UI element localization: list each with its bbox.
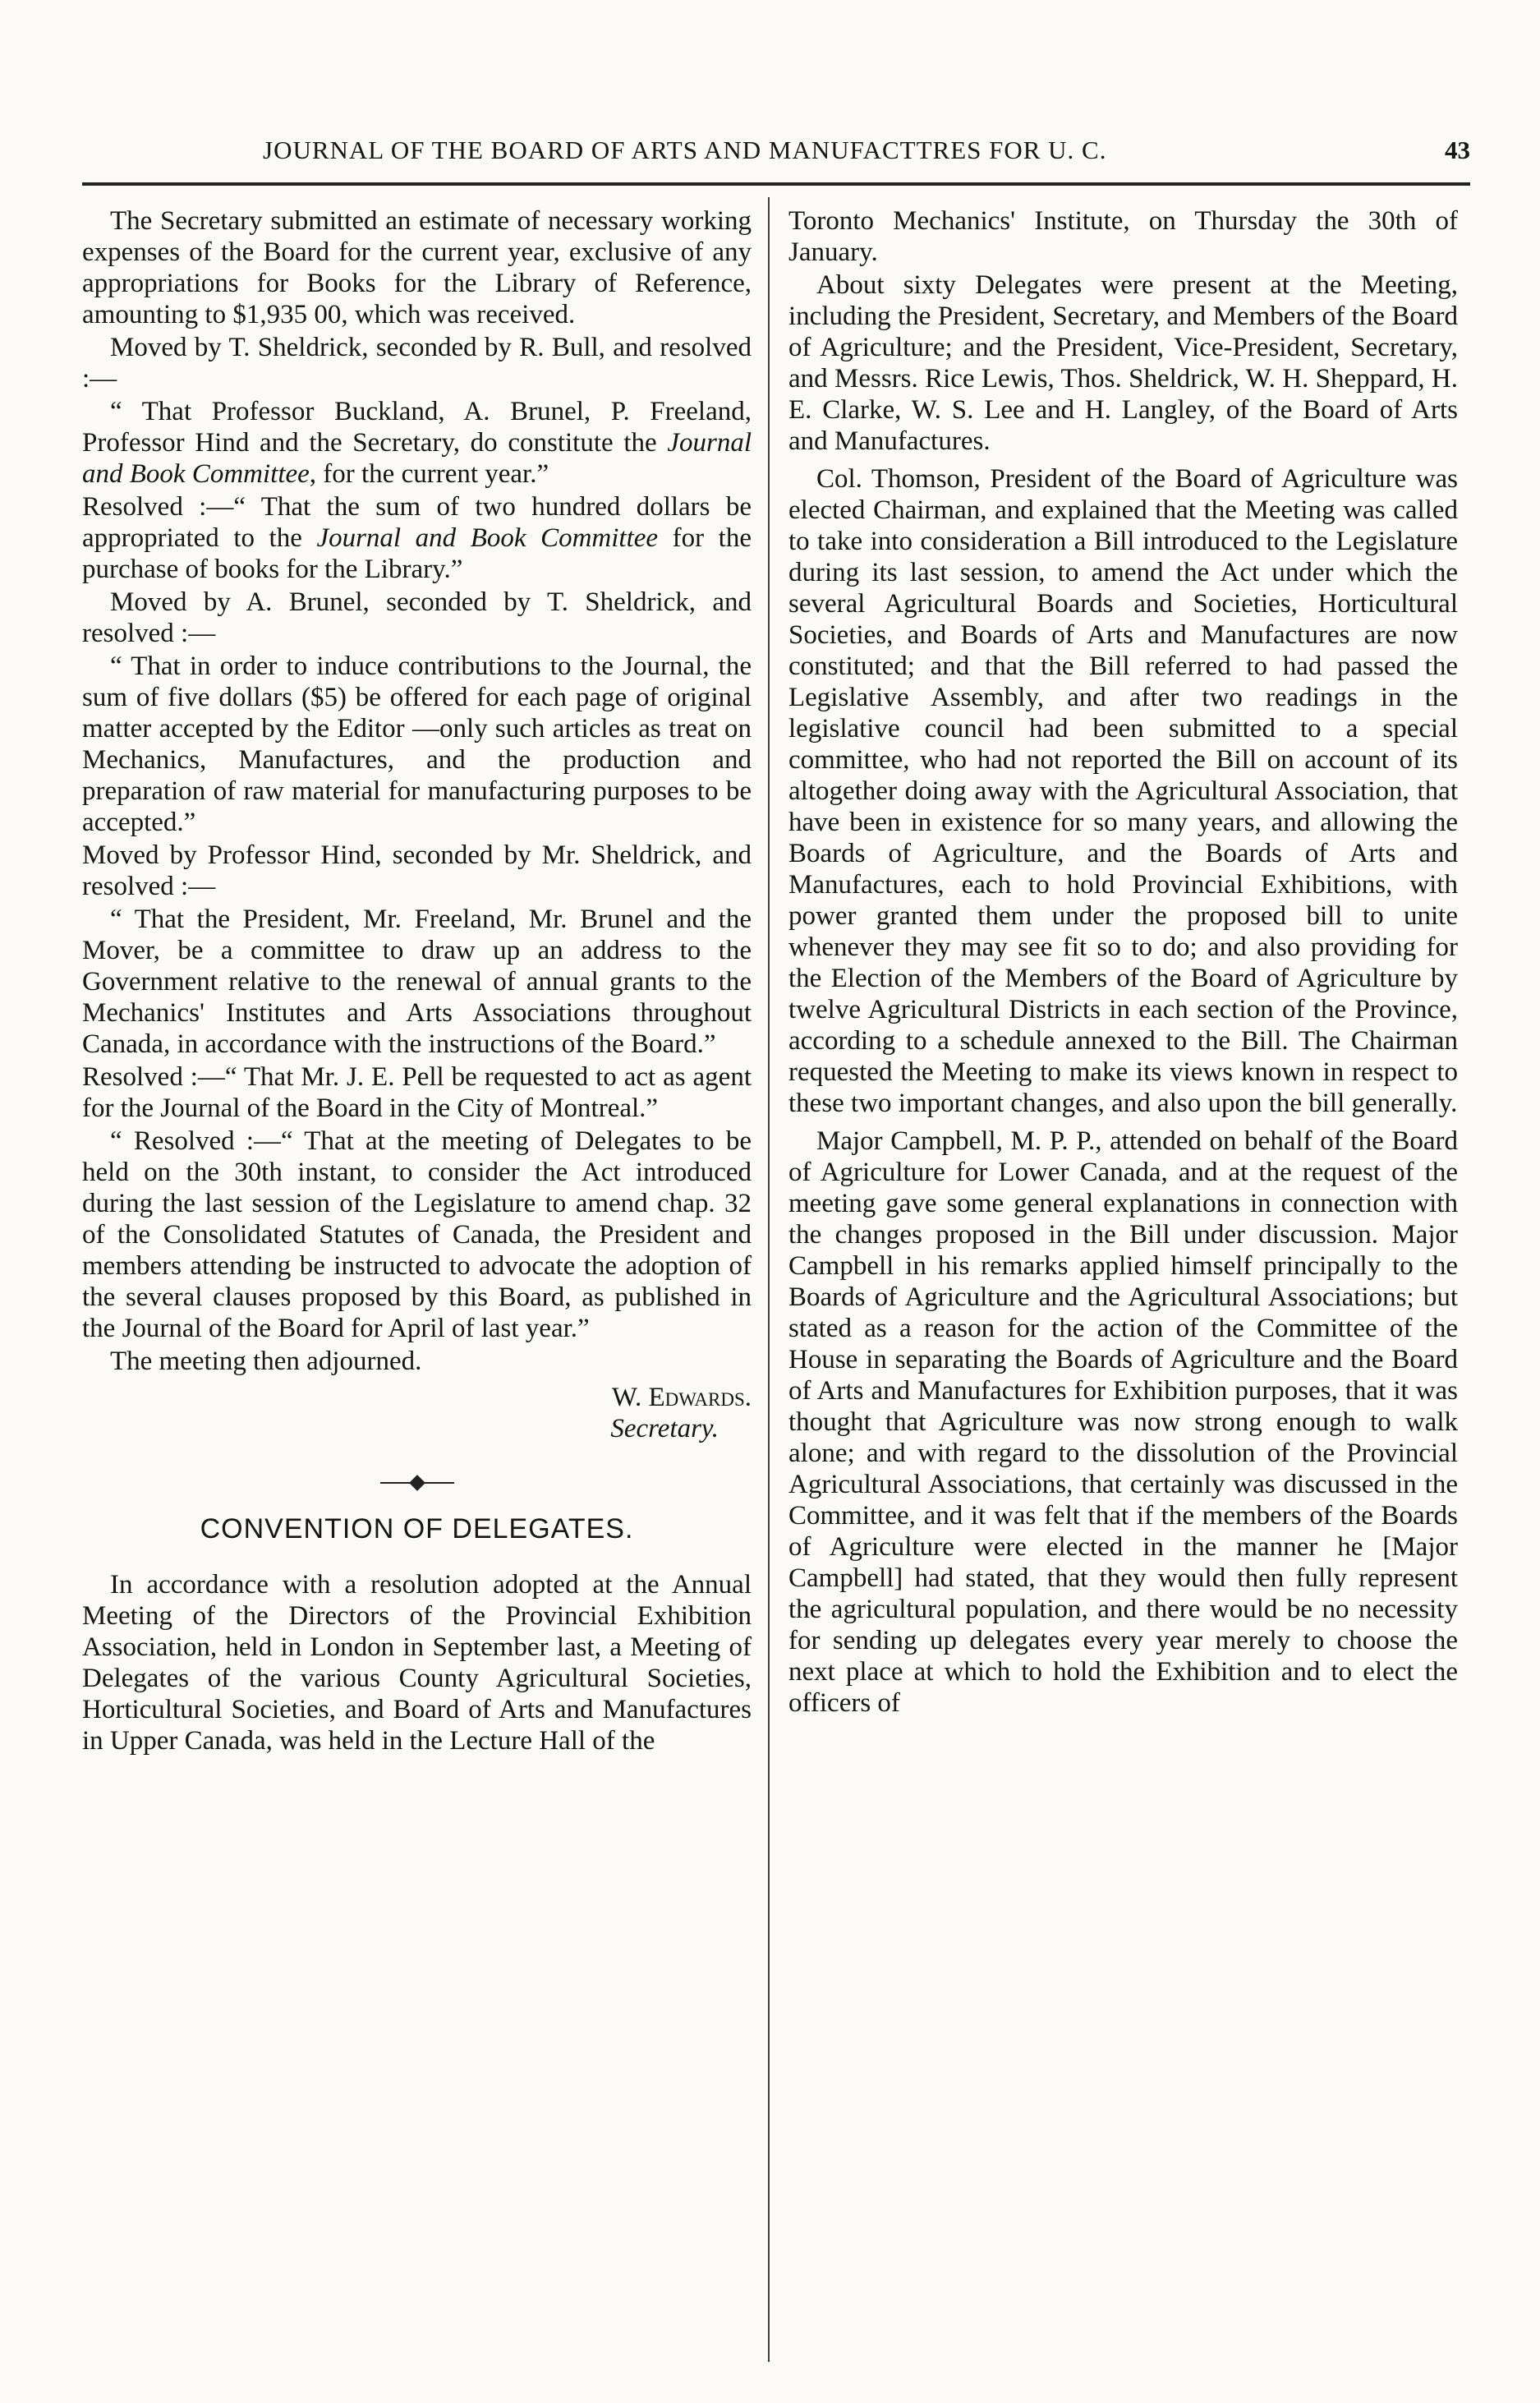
signature-title: Secretary. [610,1414,719,1443]
right-column [788,205,1458,1720]
paragraph: Col. Thomson, President of the Board of Agriculture was elected Chairman, and explained that the Meeting was called to take into consideration a Bill introduced to the Legislature during its last session, to amend the Act under which the several Agricultural Boards and Societies, Horticultural Societies, and Boards of Arts and Manufactures are now constituted; and that the Bill referred to had passed the Legislative Assembly, and after two readings in the legislative council had been submitted to a special committee, who had not reported the Bill on account of its altogether doing away with the Agricultural Association, that have been in existence for so many years, and allowing the Boards of Agriculture, and the Boards of Arts and Manufactures, each to hold Provincial Exhibitions, with power granted them under the proposed bill to unite whenever they may see fit so to do; and also providing for the Election of the Members of the Board of Agriculture by twelve Agricultural Districts in each section of the Province, according to a schedule annexed to the Bill. The Chairman requested the Meeting to make its views known in respect to these two important changes, and also upon the bill generally. [788,464,1458,1118]
paragraph: About sixty Delegates were present at the Meeting, including the President, Secretary, and Members of the Board of Agriculture; and the President, Vice-President, Secretary, and Messrs. Rice Lewis, Thos. Sheldrick, W. H. Sheppard, H. E. Clarke, W. S. Lee and H. Langley, of the Board of Arts and Manufactures. [788,270,1458,456]
paragraph: “ That the President, Mr. Freeland, Mr. Brunel and the Mover, be a committee to draw up an address to the Government relative to the renewal of annual grants to the Mechanics' Institutes and Arts Associations throughout Canada, in accordance with the instructions of the Board.” [82,905,752,1059]
paragraph: Major Campbell, M. P. P., attended on behalf of the Board of Agriculture for Lower Canada, and at the request of the meeting gave some general explanations in connection with the changes proposed in the Bill under discussion. Major Campbell in his remarks applied himself principally to the Boards of Agriculture and the Agricultural Associations; but stated as a reason for the action of the Committee of the House in separating the Boards of Agriculture and the Board of Arts and Manufactures for Exhibition purposes, that it was thought that Agriculture was now strong enough to walk alone; and with regard to the dissolution of the Provincial Agricultural Associations, that certainly was discussed in the Committee, and it was felt that if the members of the Boards of Agriculture were elected in the manner he [Major Campbell] had stated, that they would then fully represent the agricultural population, and there would be no necessity for sending up delegates every year merely to choose the next place at which to hold the Exhibition and to elect the officers of [788,1126,1458,1718]
paragraph: Resolved :—“ That the sum of two hundred dollars be appropriated to the Journal and Book Committee for the purchase of books for the Library.” [82,492,752,584]
paragraph: Toronto Mechanics' Institute, on Thursday the 30th of January. [788,206,1458,267]
journal-title: JOURNAL OF THE BOARD OF ARTS AND MANUFACTTRES FOR U. C. [263,136,1107,164]
paragraph: “ Resolved :—“ That at the meeting of Delegates to be held on the 30th instant, to consider the Act introduced during the last session of the Legislature to amend chap. 32 of the Consolidated Statutes of Canada, the President and members attending be instructed to advocate the adoption of the several clauses proposed by this Board, as published in the Journal of the Board for April of last year.” [82,1126,752,1343]
paragraph: Moved by T. Sheldrick, seconded by R. Bull, and resolved :— [82,333,752,394]
column-divider [768,197,770,2362]
paragraph: Resolved :—“ That Mr. J. E. Pell be requested to act as agent for the Journal of the Board in the City of Montreal.” [82,1062,752,1123]
paragraph: The meeting then adjourned. [110,1347,422,1376]
paragraph: Moved by A. Brunel, seconded by T. Sheldrick, and resolved :— [82,587,752,648]
ornament-divider [380,1477,454,1489]
section-heading: CONVENTION OF DELEGATES. [200,1513,634,1544]
signature-name: W. Edwards. [611,1383,752,1412]
header-rule [82,182,1470,186]
running-header [82,136,1470,177]
paragraph: The Secretary submitted an estimate of necessary working expenses of the Board for the current year, exclusive of any appropriations for Books for the Library of Reference, amounting to $1,935 00, which was received. [82,206,752,329]
page-number: 43 [1445,136,1470,164]
paragraph: “ That Professor Buckland, A. Brunel, P. Freeland, Professor Hind and the Secretary, do constitute the Journal and Book Committee, for the current year.” [82,397,752,489]
paragraph: “ That in order to induce contributions to the Journal, the sum of five dollars ($5) be offered for each page of original matter accepted by the Editor —only such articles as treat on Mechanics, Manufactures, and the production and preparation of raw material for manufacturing purposes to be accepted.” [82,651,752,837]
left-column [82,205,752,1758]
paragraph: In accordance with a resolution adopted at the Annual Meeting of the Directors of the Provincial Exhibition Association, held in London in September last, a Meeting of Delegates of the various County Agricultural Societies, Horticultural Societies, and Board of Arts and Manufactures in Upper Canada, was held in the Lecture Hall of the [82,1570,752,1756]
paragraph: Moved by Professor Hind, seconded by Mr. Sheldrick, and resolved :— [82,840,752,901]
